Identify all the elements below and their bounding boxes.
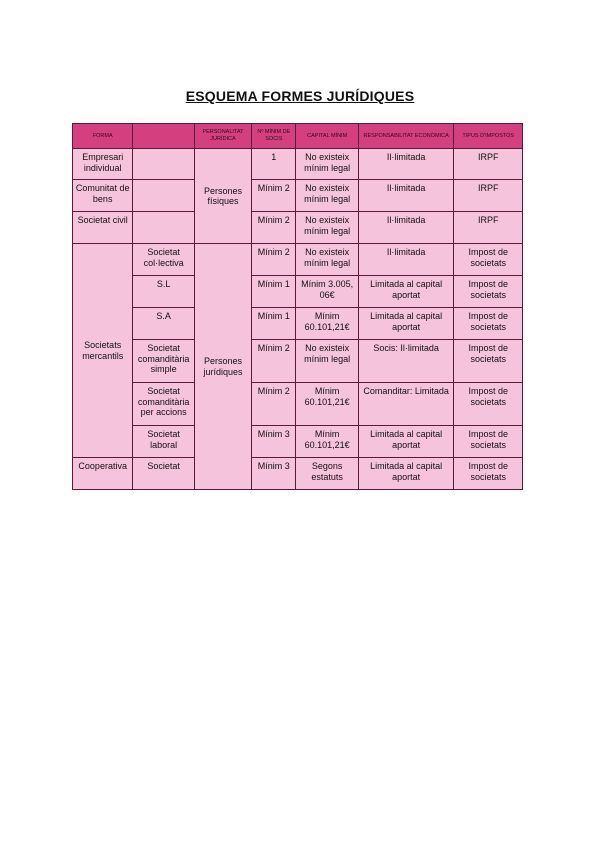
tipus-cell: Societat — [133, 458, 194, 490]
group-cooperativa-cell: Cooperativa — [73, 458, 133, 490]
responsabilitat-cell: Limitada al capital aportat — [358, 426, 454, 458]
header-socis: Nº MÍNIM DE SOCIS — [252, 124, 296, 149]
tipus-cell: S.A — [133, 308, 194, 340]
forma-cell: Societat civil — [73, 212, 133, 244]
impost-cell: IRPF — [454, 212, 523, 244]
socis-cell: Mínim 2 — [252, 383, 296, 426]
header-impostos: TIPUS D'IMPOSTOS — [454, 124, 523, 149]
socis-cell: Mínim 1 — [252, 308, 296, 340]
impost-cell: Impost de societats — [454, 308, 523, 340]
table-row — [73, 458, 523, 490]
table-row — [73, 212, 523, 244]
header-forma: FORMA — [73, 124, 133, 149]
impost-cell: Impost de societats — [454, 383, 523, 426]
socis-cell: 1 — [252, 149, 296, 180]
capital-cell: No existeix mínim legal — [296, 180, 358, 212]
table-row — [73, 426, 523, 458]
header-responsabilitat: RESPONSABILITAT ECONÒMICA — [358, 124, 454, 149]
table-row — [73, 308, 523, 340]
socis-cell: Mínim 2 — [252, 244, 296, 276]
capital-cell: Mínim 60.101,21€ — [296, 383, 358, 426]
legal-forms-table — [72, 123, 523, 490]
responsabilitat-cell: Limitada al capital aportat — [358, 276, 454, 308]
forma-cell: Comunitat de bens — [73, 180, 133, 212]
capital-cell: No existeix mínim legal — [296, 212, 358, 244]
table-row — [73, 244, 523, 276]
forma-cell: Empresari individual — [73, 149, 133, 180]
table-header-row — [73, 124, 523, 149]
tipus-cell — [133, 149, 194, 180]
impost-cell: Impost de societats — [454, 276, 523, 308]
socis-cell: Mínim 2 — [252, 180, 296, 212]
socis-cell: Mínim 3 — [252, 426, 296, 458]
table-row — [73, 149, 523, 180]
tipus-cell: Societat col·lectiva — [133, 244, 194, 276]
responsabilitat-cell: Il·limitada — [358, 244, 454, 276]
group-mercantils-cell: Societats mercantils — [73, 244, 133, 458]
responsabilitat-cell: Socis: Il·limitada — [358, 340, 454, 383]
header-blank — [133, 124, 194, 149]
capital-cell: Mínim 3.005, 06€ — [296, 276, 358, 308]
tipus-cell — [133, 212, 194, 244]
responsabilitat-cell: Il·limitada — [358, 149, 454, 180]
socis-cell: Mínim 2 — [252, 212, 296, 244]
personalitat-juridiques-cell: Persones jurídiques — [194, 244, 251, 490]
capital-cell: No existeix mínim legal — [296, 244, 358, 276]
capital-cell: No existeix mínim legal — [296, 149, 358, 180]
impost-cell: IRPF — [454, 149, 523, 180]
tipus-cell — [133, 180, 194, 212]
capital-cell: No existeix mínim legal — [296, 340, 358, 383]
header-capital: CAPITAL MÍNIM — [296, 124, 358, 149]
responsabilitat-cell: Limitada al capital aportat — [358, 308, 454, 340]
capital-cell: Mínim 60.101,21€ — [296, 426, 358, 458]
document-title: ESQUEMA FORMES JURÍDIQUES — [185, 88, 415, 104]
table-row — [73, 276, 523, 308]
tipus-cell: Societat comanditària simple — [133, 340, 194, 383]
responsabilitat-cell: Limitada al capital aportat — [358, 458, 454, 490]
header-personalitat: PERSONALITAT JURÍDICA — [194, 124, 251, 149]
socis-cell: Mínim 3 — [252, 458, 296, 490]
responsabilitat-cell: Comanditar: Limitada — [358, 383, 454, 426]
personalitat-fisiques-cell: Persones físiques — [194, 149, 251, 244]
table-row — [73, 383, 523, 426]
impost-cell: Impost de societats — [454, 340, 523, 383]
table-row — [73, 340, 523, 383]
responsabilitat-cell: Il·limitada — [358, 212, 454, 244]
impost-cell: Impost de societats — [454, 426, 523, 458]
responsabilitat-cell: Il·limitada — [358, 180, 454, 212]
tipus-cell: S.L — [133, 276, 194, 308]
tipus-cell: Societat comanditària per accions — [133, 383, 194, 426]
capital-cell: Segons estatuts — [296, 458, 358, 490]
tipus-cell: Societat laboral — [133, 426, 194, 458]
socis-cell: Mínim 2 — [252, 340, 296, 383]
capital-cell: Mínim 60.101,21€ — [296, 308, 358, 340]
impost-cell: Impost de societats — [454, 244, 523, 276]
socis-cell: Mínim 1 — [252, 276, 296, 308]
impost-cell: IRPF — [454, 180, 523, 212]
table-row — [73, 180, 523, 212]
impost-cell: Impost de societats — [454, 458, 523, 490]
